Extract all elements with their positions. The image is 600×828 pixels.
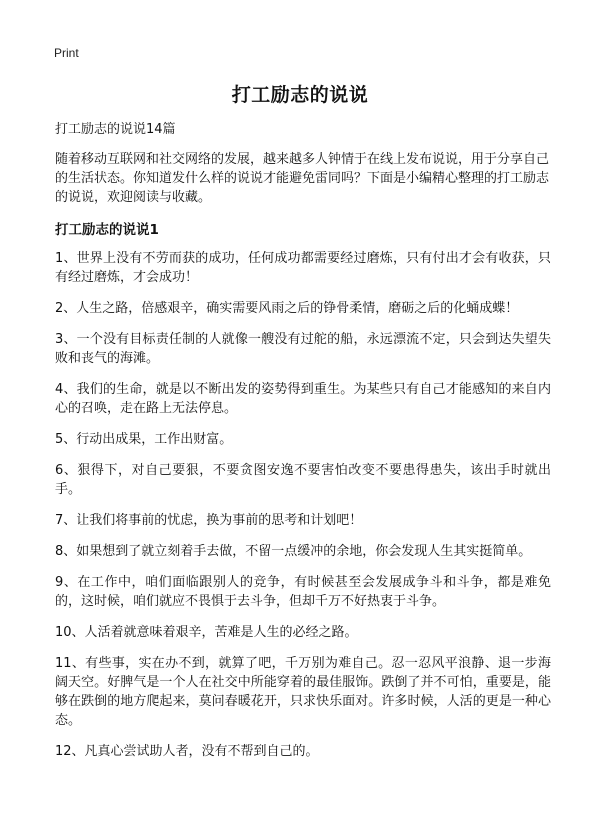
document-subtitle: 打工励志的说说14篇 [55,122,176,137]
quote-item: 6、狠得下，对自己要狠，不要贪图安逸不要害怕改变不要患得患失，该出手时就出手。 [55,463,551,497]
quote-item: 1、世界上没有不劳而获的成功，任何成功都需要经过磨炼，只有付出才会有收获，只有经过磨炼，才会成功！ [55,251,551,285]
quote-item: 3、一个没有目标责任制的人就像一艘没有过舵的船，永远漂流不定，只会到达失望失败和丧气的海滩。 [55,332,551,366]
quote-item: 11、有些事，实在办不到，就算了吧，千万别为难自己。忍一忍风平浪静、退一步海阔天空。好脾气是一个人在社交中所能穿着的最佳服饰。跌倒了并不可怕，重要是，能够在跌倒的地方爬起来，莫问春暖花开，只求快乐面对。许多时候，人活的更是一种心态。 [55,656,551,728]
quote-list [55,249,551,761]
quote-item: 12、凡真心尝试助人者，没有不帮到自己的。 [55,744,319,759]
quote-item: 9、在工作中，咱们面临跟别人的竞争，有时候甚至会发展成争斗和斗争，都是难免的，这时候，咱们就应不畏惧于去斗争，但却千万不好热衷于斗争。 [55,575,551,609]
quote-item: 5、行动出成果，工作出财富。 [55,432,233,447]
section-heading: 打工励志的说说1 [55,222,159,238]
quote-item: 10、人活着就意味着艰辛，苦难是人生的必经之路。 [55,625,358,640]
intro-paragraph: 随着移动互联网和社交网络的发展，越来越多人钟情于在线上发布说说，用于分享自己的生活状态。你知道发什么样的说说才能避免雷同吗？下面是小编精心整理的打工励志的说说，欢迎阅读与收藏。 [55,152,550,205]
quote-item: 4、我们的生命，就是以不断出发的姿势得到重生。为某些只有自己才能感知的来自内心的召唤，走在路上无法停息。 [55,382,551,416]
quote-item: 2、人生之路，倍感艰辛，确实需要风雨之后的铮骨柔情，磨砺之后的化蛹成蝶！ [55,301,519,316]
quote-item: 7、让我们将事前的忧虑，换为事前的思考和计划吧！ [55,513,363,528]
print-label: Print [54,46,79,60]
quote-item: 8、如果想到了就立刻着手去做，不留一点缓冲的余地，你会发现人生其实挺简单。 [55,544,532,559]
page-title: 打工励志的说说 [231,84,369,106]
document-body [55,121,551,773]
